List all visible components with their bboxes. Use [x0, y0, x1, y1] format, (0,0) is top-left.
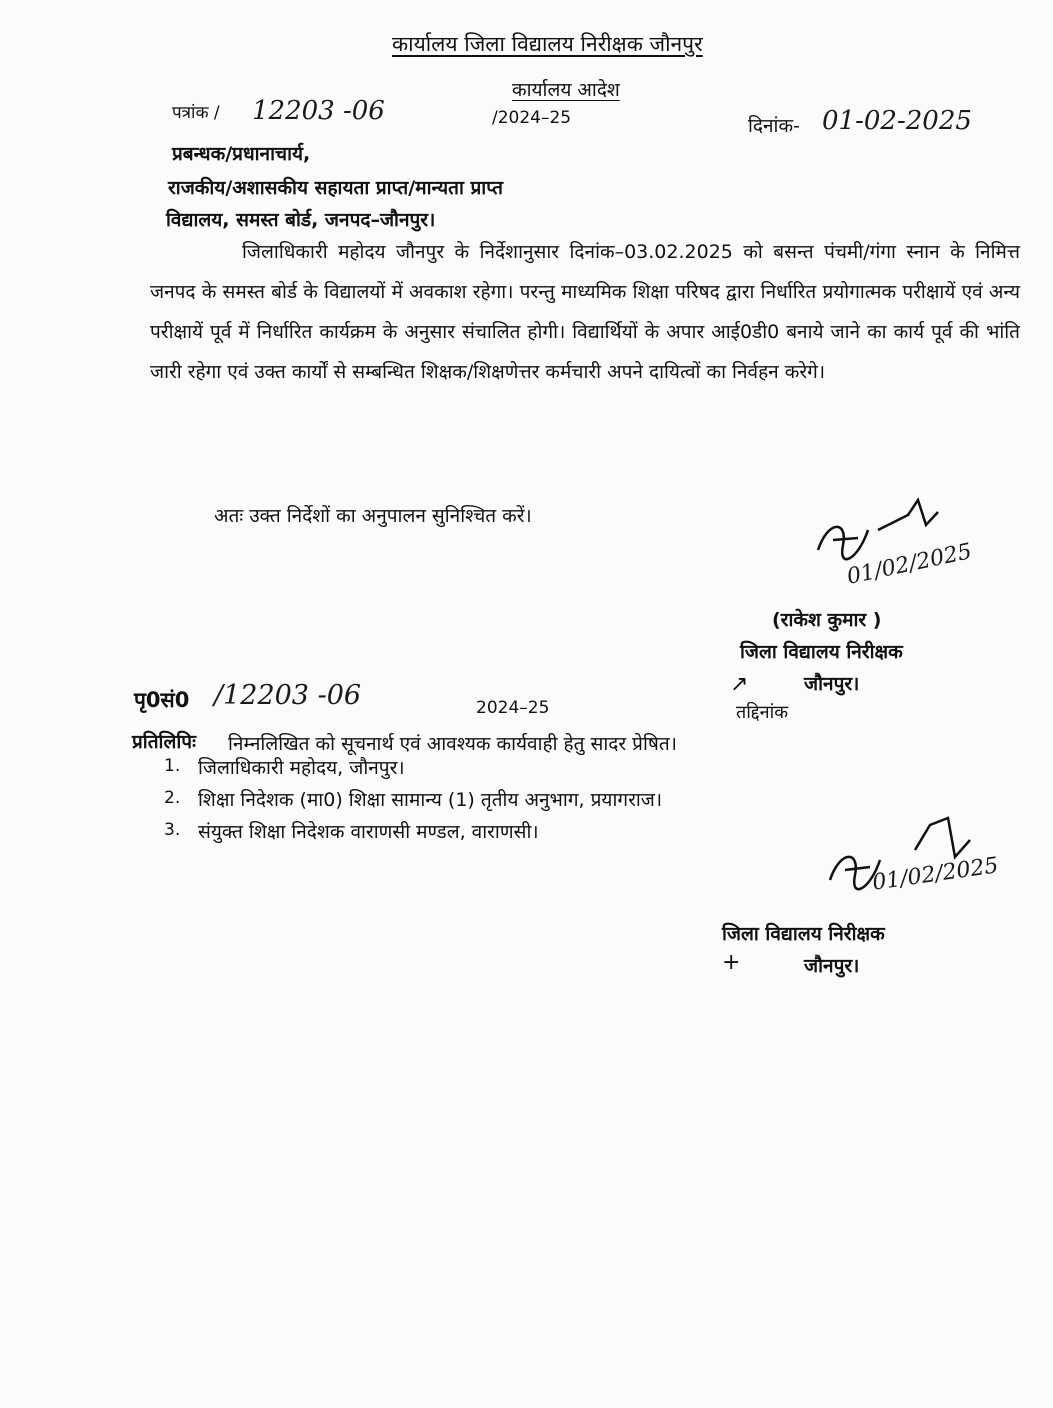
copy-item-2-text: शिक्षा निदेशक (मा0) शिक्षा सामान्य (1) तृतीय अनुभाग, प्रयागराज।	[198, 789, 663, 811]
copy-intro-text: निम्नलिखित को सूचनार्थ एवं आवश्यक कार्यवाही हेतु सादर प्रेषित।	[228, 733, 677, 755]
signature-1-date: 01/02/2025	[844, 539, 975, 590]
tick-mark-1: ↗	[730, 672, 749, 697]
signer-2-designation: जिला विद्यालय निरीक्षक	[722, 923, 885, 945]
copy-item-3-num: 3.	[164, 820, 181, 840]
patrank-label: पत्रांक /	[172, 103, 220, 123]
patrank-number: 12203 -06	[252, 96, 385, 126]
addressee-line-1: प्रबन्धक/प्रधानाचार्य,	[172, 143, 311, 165]
order-title: कार्यालय आदेश	[512, 79, 620, 101]
copy-ref-label: पृ0सं0	[134, 688, 190, 712]
signer-name: (राकेश कुमार )	[772, 609, 882, 631]
office-title: कार्यालय जिला विद्यालय निरीक्षक जौनपुर	[392, 32, 703, 56]
body-paragraph: जिलाधिकारी महोदय जौनपुर के निर्देशानुसार दिनांक–03.02.2025 को बसन्त पंचमी/गंगा स्नान के निमित्त जनपद के समस्त बोर्ड के विद्यालयों में अवकाश रहेगा। परन्तु माध्यमिक शिक्षा परिषद द्वारा निर्धारित प्रयोगात्मक परीक्षायें एवं अन्य परीक्षायें पूर्व में निर्धारित कार्यक्रम के अनुसार संचालित होगी। विद्यार्थियों के अपार आई0डी0 बनाये जाने का कार्य पूर्व की भांति जारी रहेगा एवं उक्त कार्यों से सम्बन्धित शिक्षक/शिक्षणेत्तर कर्मचारी अपने दायित्वों का निर्वहन करेगे।	[150, 241, 1020, 383]
copy-item-3-text: संयुक्त शिक्षा निदेशक वाराणसी मण्डल, वाराणसी।	[198, 821, 539, 843]
copy-item-1-text: जिलाधिकारी महोदय, जौनपुर।	[198, 757, 405, 779]
signer-place: जौनपुर।	[804, 673, 860, 695]
closing-line: अतः उक्त निर्देशों का अनुपालन सुनिश्चित करें।	[214, 505, 532, 527]
copy-ref-number: /12203 -06	[214, 680, 362, 711]
signature-2-date: 01/02/2025	[870, 853, 1000, 896]
copy-item-1-num: 1.	[164, 756, 181, 776]
signer-2-place: जौनपुर।	[804, 955, 860, 977]
signer-designation: जिला विद्यालय निरीक्षक	[740, 641, 903, 663]
ref-session: /2024–25	[492, 108, 572, 128]
date-value: 01-02-2025	[822, 106, 972, 136]
tick-mark-2: +	[722, 950, 741, 975]
copy-intro-label: प्रतिलिपिः	[132, 731, 196, 753]
addressee-line-3: विद्यालय, समस्त बोर्ड, जनपद–जौनपुर।	[166, 209, 436, 231]
addressee-line-2: राजकीय/अशासकीय सहायता प्राप्त/मान्यता प्राप्त	[168, 177, 503, 199]
copy-session: 2024–25	[476, 698, 550, 718]
same-date-label: तद्दिनांक	[736, 702, 789, 723]
copy-item-2-num: 2.	[164, 788, 181, 808]
date-label: दिनांक-	[748, 115, 800, 137]
